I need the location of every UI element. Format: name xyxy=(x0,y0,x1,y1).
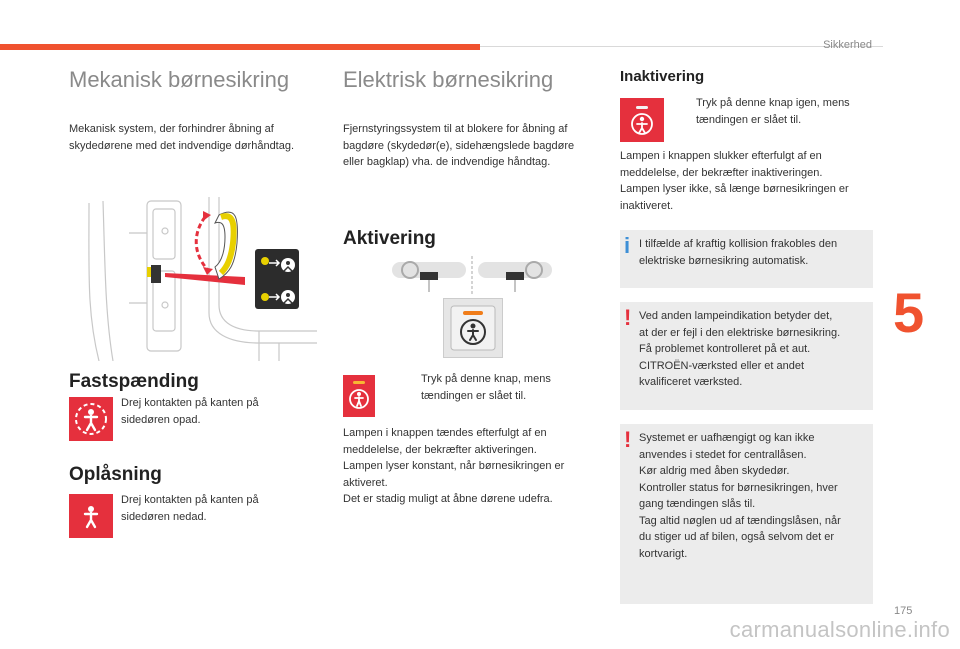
info-icon: i xyxy=(624,233,631,258)
info-note xyxy=(620,230,873,288)
lock-heading: Fastspænding xyxy=(69,371,199,392)
activation-result: Lampen i knappen tændes efterfulgt af en meddelelse, der bekræfter aktiveringen. Lampen lyser konstant, når børnesikringen er aktiveret. Det er stadig muligt at åbne dørene udefra. xyxy=(343,427,565,505)
warning-note-fault xyxy=(620,302,873,410)
child-lock-off-icon xyxy=(620,98,664,142)
deactivation-bullet-text: Tryk på denne knap igen, mens tændingen er slået til. xyxy=(696,97,850,126)
warning-icon: ! xyxy=(624,427,632,452)
child-lock-engaged-icon xyxy=(69,397,113,441)
unlock-text: Drej kontakten på kanten på sidedøren nedad. xyxy=(121,494,259,523)
page-number: 175 xyxy=(894,605,913,617)
warning-note-system xyxy=(620,424,873,604)
child-lock-released-icon xyxy=(69,494,113,538)
deactivation-result: Lampen i knappen slukker efterfulgt af en meddelelse, der bekræfter inaktiveringen. Lampen lyser ikke, så længe børnesikringen er inaktiveret. xyxy=(620,150,849,212)
info-note-text: I tilfælde af kraftig kollision frakobles den elektriske børnesikring automatisk. xyxy=(639,238,838,267)
chapter-number: 5 xyxy=(893,281,925,344)
header-accent-bar xyxy=(0,44,480,50)
deactivation-heading: Inaktivering xyxy=(620,68,705,85)
dashboard-illustration xyxy=(392,256,552,296)
electric-intro: Fjernstyringssystem til at blokere for åbning af bagdøre (skydedør(e), sidehængslede bagdøre eller bagklap) vha. de indvendige håndtag. xyxy=(343,123,575,168)
activation-bullet-text: Tryk på denne knap, mens tændingen er slået til. xyxy=(421,373,551,402)
lock-text: Drej kontakten på kanten på sidedøren opad. xyxy=(121,397,259,426)
door-lock-illustration xyxy=(69,193,317,361)
child-lock-button-active xyxy=(443,298,503,358)
section-label: Sikkerhed xyxy=(823,39,872,51)
child-lock-on-icon xyxy=(343,375,375,417)
mechanical-intro: Mekanisk system, der forhindrer åbning af skydedørene med det indvendige dørhåndtag. xyxy=(69,123,295,152)
activation-heading: Aktivering xyxy=(343,228,436,249)
watermark: carmanualsonline.info xyxy=(729,617,950,642)
unlock-heading: Oplåsning xyxy=(69,464,162,485)
warning-note-system-text: Systemet er uafhængigt og kan ikke anvendes i stedet for centrallåsen. Kør aldrig med åben skydedør. Kontroller status for børnesikringen, hver gang tændingen slås til. Tag altid nøglen ud af tændingslåsen, når du stiger ud af bilen, også selvom det er kortvarigt. xyxy=(639,432,841,560)
electric-title: Elektrisk børnesikring xyxy=(343,67,554,92)
warning-note-fault-text: Ved anden lampeindikation betyder det, at der er fejl i den elektriske børnesikring. Få problemet kontrolleret på et aut. CITROËN-værksted eller et andet kvalificeret værksted. xyxy=(639,310,841,388)
mechanical-title: Mekanisk børnesikring xyxy=(69,67,290,92)
warning-icon: ! xyxy=(624,305,632,330)
